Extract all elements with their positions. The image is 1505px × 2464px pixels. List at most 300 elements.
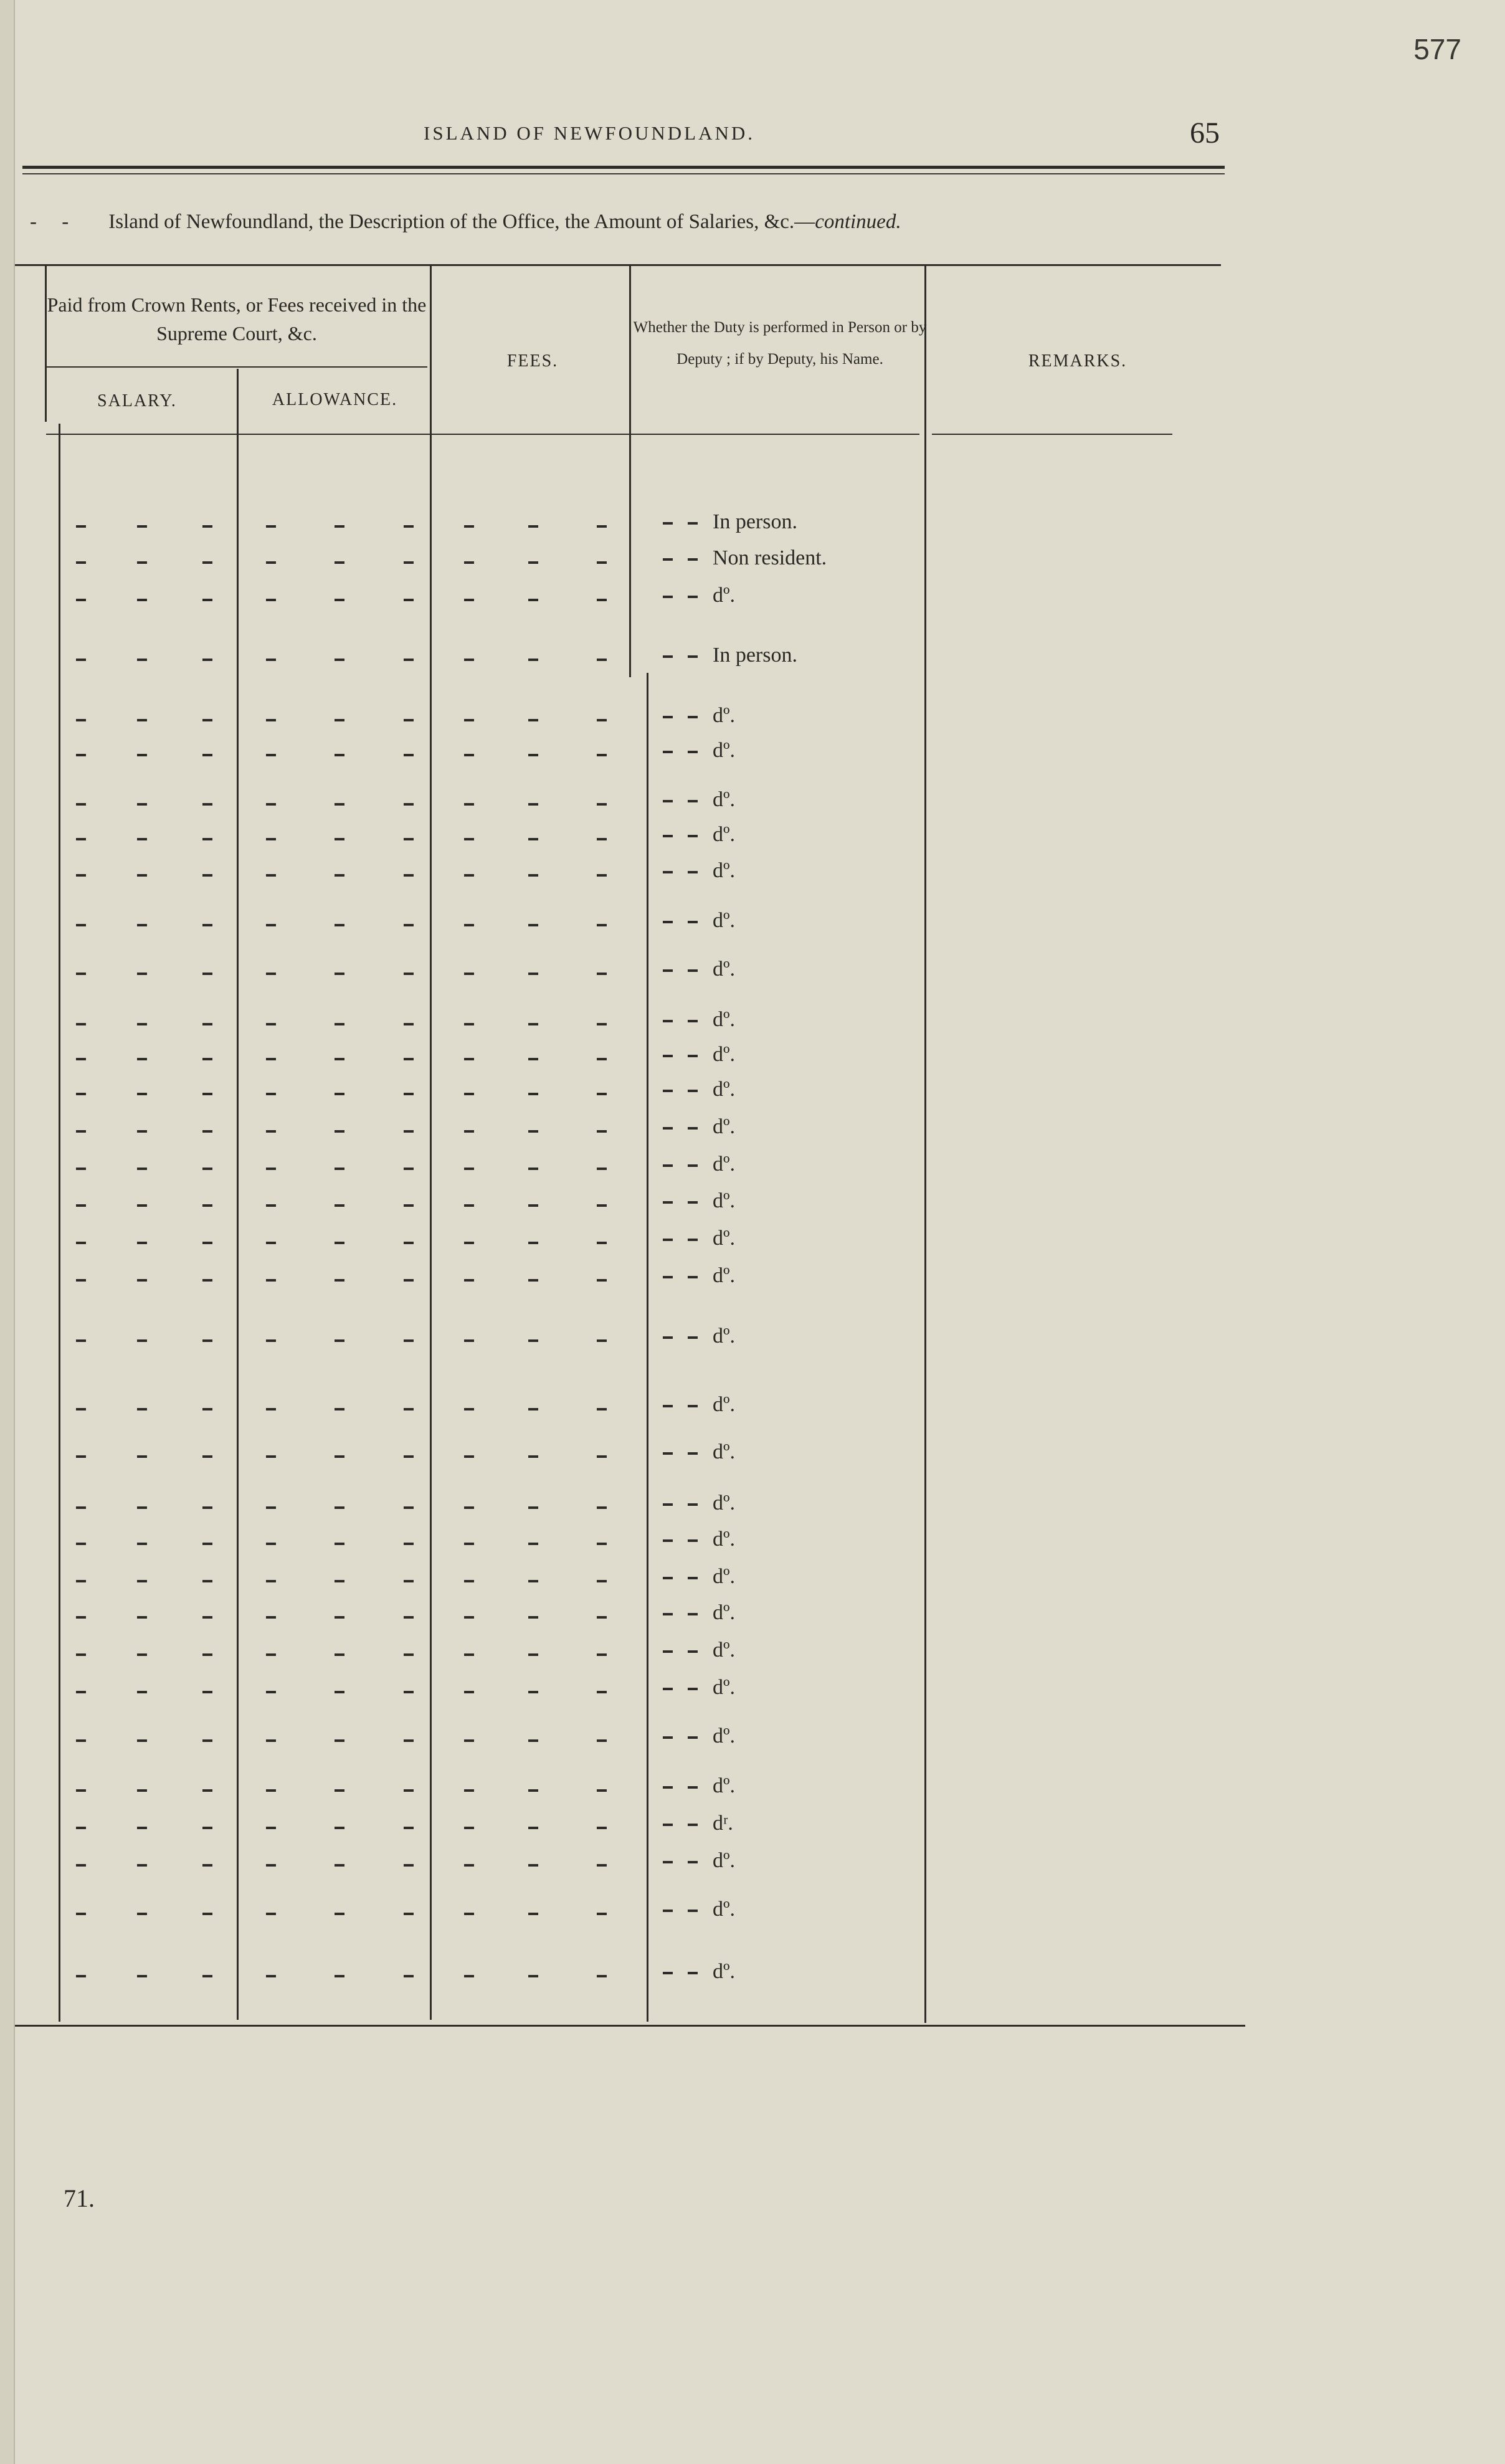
- ditto-dash: [663, 871, 673, 873]
- ditto-dash: [663, 1090, 673, 1092]
- ditto-dash: [464, 1023, 474, 1025]
- ditto-dash: [202, 1279, 212, 1282]
- ditto-dash: [688, 1452, 698, 1455]
- table-row: [0, 1849, 1505, 1889]
- ditto-dash: [202, 1789, 212, 1792]
- ditto-dash: [266, 1168, 276, 1170]
- ditto-dash: [137, 1864, 147, 1867]
- ditto-dash: [597, 719, 607, 721]
- duty-text: dº.: [713, 1898, 736, 1921]
- ditto-dash: [76, 838, 86, 840]
- duty-cell: [663, 788, 735, 812]
- ditto-dash: [335, 1580, 344, 1582]
- ditto-dash: [663, 800, 673, 802]
- ditto-dash: [266, 874, 276, 877]
- table-row: [0, 584, 1505, 624]
- duty-text: dº.: [713, 739, 736, 762]
- ditto-dash: [663, 1650, 673, 1653]
- ditto-dash: [76, 1168, 86, 1170]
- ditto-dash: [597, 1168, 607, 1170]
- duty-text: dº.: [713, 823, 736, 846]
- table-row: [0, 823, 1505, 863]
- ditto-dash: [597, 1691, 607, 1693]
- ditto-dash: [464, 803, 474, 806]
- ditto-dash: [266, 1204, 276, 1207]
- ditto-dash: [76, 1455, 86, 1458]
- ditto-dash: [663, 921, 673, 923]
- duty-cell: [663, 510, 797, 534]
- duty-text: dº.: [713, 788, 736, 811]
- duty-cell: [663, 1960, 735, 1984]
- ditto-dash: [464, 1864, 474, 1867]
- ditto-dash: [663, 1577, 673, 1579]
- ditto-dash: [202, 1739, 212, 1742]
- ditto-dash: [266, 1691, 276, 1693]
- ditto-dash: [76, 754, 86, 756]
- ditto-dash: [202, 1506, 212, 1509]
- ditto-dash: [404, 561, 414, 564]
- table-row: [0, 1043, 1505, 1083]
- ditto-dash: [137, 1455, 147, 1458]
- ditto-dash: [76, 924, 86, 926]
- ditto-dash: [597, 1242, 607, 1244]
- ditto-dash: [688, 1824, 698, 1826]
- ditto-dash: [688, 1910, 698, 1912]
- ditto-dash: [266, 1093, 276, 1095]
- ditto-dash: [404, 1739, 414, 1742]
- duty-cell: [663, 1724, 735, 1748]
- ditto-dash: [663, 1276, 673, 1278]
- ditto-dash: [528, 1580, 538, 1582]
- ditto-dash: [76, 1975, 86, 1977]
- ditto-dash: [202, 1093, 212, 1095]
- table-bottom-rule: [15, 2025, 1245, 2027]
- ditto-dash: [137, 973, 147, 975]
- ditto-dash: [137, 1339, 147, 1342]
- ditto-dash: [266, 1023, 276, 1025]
- ditto-dash: [137, 1130, 147, 1133]
- ditto-dash: [464, 1827, 474, 1829]
- duty-text: dº.: [713, 1639, 736, 1662]
- ditto-dash: [266, 561, 276, 564]
- ditto-dash: [663, 1239, 673, 1241]
- ditto-dash: [404, 803, 414, 806]
- ditto-dash: [137, 924, 147, 926]
- table-row: [0, 1325, 1505, 1364]
- ditto-dash: [76, 1408, 86, 1410]
- ditto-dash: [266, 1827, 276, 1829]
- ditto-dash: [202, 1242, 212, 1244]
- ditto-dash: [137, 525, 147, 528]
- ditto-dash: [528, 1506, 538, 1509]
- duty-cell: [663, 1601, 735, 1625]
- ditto-dash: [137, 1023, 147, 1025]
- ditto-dash: [688, 835, 698, 837]
- ditto-dash: [335, 874, 344, 877]
- ditto-dash: [663, 1972, 673, 1974]
- ditto-dash: [464, 1242, 474, 1244]
- ditto-dash: [137, 1506, 147, 1509]
- ditto-dash: [597, 659, 607, 661]
- duty-cell: [663, 546, 827, 570]
- ditto-dash: [137, 754, 147, 756]
- ditto-dash: [202, 1339, 212, 1342]
- ditto-dash: [688, 800, 698, 802]
- ditto-dash: [266, 719, 276, 721]
- ditto-dash: [528, 561, 538, 564]
- ditto-dash: [202, 1204, 212, 1207]
- ditto-dash: [528, 838, 538, 840]
- ditto-dash: [335, 1130, 344, 1133]
- ditto-dash: [202, 1580, 212, 1582]
- ditto-dash: [663, 1164, 673, 1167]
- table-row: [0, 859, 1505, 899]
- ditto-dash: [335, 1789, 344, 1792]
- ditto-dash: [404, 1864, 414, 1867]
- ditto-dash: [137, 1653, 147, 1656]
- ditto-dash: [688, 1055, 698, 1057]
- ditto-dash: [202, 838, 212, 840]
- ditto-dash: [597, 561, 607, 564]
- ditto-dash: [266, 659, 276, 661]
- duty-cell: [663, 1325, 735, 1348]
- ditto-dash: [597, 924, 607, 926]
- ditto-dash: [76, 1279, 86, 1282]
- duty-cell: [663, 1849, 735, 1873]
- table-row: [0, 958, 1505, 997]
- ditto-dash: [335, 599, 344, 601]
- ditto-dash: [202, 599, 212, 601]
- ditto-dash: [404, 1093, 414, 1095]
- ditto-dash: [266, 1864, 276, 1867]
- ditto-dash: [597, 1204, 607, 1207]
- duty-text: dº.: [713, 1849, 736, 1872]
- ditto-dash: [76, 1864, 86, 1867]
- duty-text: dº.: [713, 1601, 736, 1624]
- signature-mark: 71.: [64, 2184, 95, 2212]
- ditto-dash: [266, 1408, 276, 1410]
- ditto-dash: [202, 1023, 212, 1025]
- ditto-dash: [202, 924, 212, 926]
- ditto-dash: [528, 1204, 538, 1207]
- ditto-dash: [76, 1789, 86, 1792]
- ditto-dash: [464, 1580, 474, 1582]
- ditto-dash: [597, 1093, 607, 1095]
- ditto-dash: [137, 1616, 147, 1619]
- ditto-dash: [528, 874, 538, 877]
- ditto-dash: [404, 1279, 414, 1282]
- ditto-dash: [202, 1653, 212, 1656]
- ditto-dash: [202, 1058, 212, 1060]
- ditto-dash: [688, 1613, 698, 1615]
- duty-text: dº.: [713, 1491, 736, 1515]
- ditto-dash: [528, 1242, 538, 1244]
- ditto-dash: [266, 838, 276, 840]
- ditto-dash: [266, 1242, 276, 1244]
- ditto-dash: [137, 838, 147, 840]
- ditto-dash: [688, 655, 698, 658]
- ditto-dash: [464, 1455, 474, 1458]
- ditto-dash: [404, 1058, 414, 1060]
- ditto-dash: [464, 1058, 474, 1060]
- ditto-dash: [663, 1861, 673, 1863]
- ditto-dash: [266, 973, 276, 975]
- ditto-dash: [404, 1543, 414, 1545]
- ditto-dash: [137, 719, 147, 721]
- ditto-dash: [464, 1913, 474, 1915]
- ditto-dash: [202, 659, 212, 661]
- ditto-dash: [137, 1975, 147, 1977]
- ditto-dash: [335, 1653, 344, 1656]
- duty-text: dº.: [713, 1440, 736, 1463]
- duty-cell: [663, 1189, 735, 1213]
- ditto-dash: [688, 1239, 698, 1241]
- ditto-dash: [663, 969, 673, 972]
- ditto-dash: [76, 973, 86, 975]
- ditto-dash: [76, 1023, 86, 1025]
- table-row: [0, 1812, 1505, 1852]
- ditto-dash: [464, 1691, 474, 1693]
- duty-cell: [663, 1565, 735, 1589]
- ditto-dash: [137, 1408, 147, 1410]
- ditto-dash: [202, 874, 212, 877]
- table-row: [0, 1393, 1505, 1433]
- duty-text: dʳ.: [713, 1812, 733, 1835]
- duty-cell: [663, 1078, 735, 1101]
- ditto-dash: [266, 1058, 276, 1060]
- ditto-dash: [404, 924, 414, 926]
- header-bottom-rule: [46, 434, 919, 435]
- ditto-dash: [464, 1739, 474, 1742]
- ditto-dash: [597, 1739, 607, 1742]
- caption-text: Island of Newfoundland, the Description of the Office, the Amount of Salaries, &c.—: [108, 211, 815, 233]
- ditto-dash: [528, 1093, 538, 1095]
- duty-text: dº.: [713, 1724, 736, 1748]
- ditto-dash: [137, 1242, 147, 1244]
- ditto-dash: [76, 803, 86, 806]
- ditto-dash: [528, 719, 538, 721]
- ditto-dash: [76, 1204, 86, 1207]
- ditto-dash: [335, 1339, 344, 1342]
- duty-cell: [663, 1528, 735, 1551]
- table-row: [0, 1639, 1505, 1678]
- duty-text: Non resident.: [713, 546, 827, 569]
- ditto-dash: [335, 1204, 344, 1207]
- ditto-dash: [597, 1580, 607, 1582]
- ditto-dash: [202, 1975, 212, 1977]
- ditto-dash: [597, 1543, 607, 1545]
- ditto-dash: [464, 1279, 474, 1282]
- duty-cell: [663, 859, 735, 883]
- duty-cell: [663, 1008, 735, 1032]
- ditto-dash: [464, 719, 474, 721]
- ditto-dash: [597, 1616, 607, 1619]
- ditto-dash: [335, 719, 344, 721]
- ditto-dash: [76, 1506, 86, 1509]
- duty-cell: [663, 1393, 735, 1417]
- ditto-dash: [528, 1023, 538, 1025]
- ditto-dash: [528, 1130, 538, 1133]
- ditto-dash: [335, 1864, 344, 1867]
- ditto-dash: [464, 874, 474, 877]
- ditto-dash: [404, 659, 414, 661]
- ditto-dash: [76, 719, 86, 721]
- ditto-dash: [137, 874, 147, 877]
- ditto-dash: [335, 1739, 344, 1742]
- ditto-dash: [688, 1503, 698, 1506]
- ditto-dash: [688, 558, 698, 561]
- ditto-dash: [76, 659, 86, 661]
- ditto-dash: [202, 1864, 212, 1867]
- ditto-dash: [137, 1204, 147, 1207]
- ditto-dash: [76, 874, 86, 877]
- ditto-dash: [266, 1913, 276, 1915]
- ditto-dash: [663, 716, 673, 718]
- ditto-dash: [464, 838, 474, 840]
- ditto-dash: [528, 1455, 538, 1458]
- ditto-dash: [663, 558, 673, 561]
- ditto-dash: [76, 1653, 86, 1656]
- ditto-dash: [663, 596, 673, 598]
- ditto-dash: [404, 1506, 414, 1509]
- ditto-dash: [335, 1058, 344, 1060]
- ditto-dash: [335, 659, 344, 661]
- ditto-dash: [404, 874, 414, 877]
- table-row: [0, 1227, 1505, 1267]
- table-row: [0, 1078, 1505, 1118]
- ditto-dash: [335, 1093, 344, 1095]
- ditto-dash: [663, 1786, 673, 1789]
- duty-text: dº.: [713, 1960, 736, 1983]
- table-row: [0, 1601, 1505, 1641]
- ditto-dash: [528, 1913, 538, 1915]
- ditto-dash: [528, 525, 538, 528]
- ditto-dash: [76, 1580, 86, 1582]
- ditto-dash: [663, 1020, 673, 1022]
- header-rule-thin: [22, 173, 1225, 174]
- ditto-dash: [528, 1691, 538, 1693]
- ditto-dash: [266, 924, 276, 926]
- duty-cell: [663, 1440, 735, 1464]
- table-row: [0, 1440, 1505, 1480]
- ditto-dash: [464, 973, 474, 975]
- ditto-dash: [528, 1864, 538, 1867]
- ditto-dash: [137, 1580, 147, 1582]
- duty-text: dº.: [713, 1565, 736, 1588]
- ditto-dash: [663, 1910, 673, 1912]
- table-row: [0, 1153, 1505, 1192]
- ditto-dash: [688, 1336, 698, 1339]
- ditto-dash: [688, 1736, 698, 1739]
- ditto-dash: [528, 1543, 538, 1545]
- ditto-dash: [404, 1168, 414, 1170]
- table-row: [0, 1115, 1505, 1155]
- duty-text: dº.: [713, 1189, 736, 1212]
- duty-cell: [663, 823, 735, 847]
- crown-rents-header: Paid from Crown Rents, or Fees received in the Supreme Court, &c.: [47, 293, 427, 345]
- ditto-dash: [404, 719, 414, 721]
- ditto-dash: [464, 1506, 474, 1509]
- table-row: [0, 909, 1505, 949]
- table-row: [0, 1898, 1505, 1938]
- ditto-dash: [404, 1023, 414, 1025]
- duty-cell: [663, 909, 735, 933]
- duty-cell: [663, 584, 735, 607]
- duty-cell: [663, 1676, 735, 1700]
- ditto-dash: [76, 1242, 86, 1244]
- duty-text: dº.: [713, 1043, 736, 1066]
- ditto-dash: [688, 1127, 698, 1130]
- ditto-dash: [266, 1543, 276, 1545]
- running-head: ISLAND OF NEWFOUNDLAND.: [424, 122, 756, 144]
- allowance-header: ALLOWANCE.: [272, 390, 398, 409]
- ditto-dash: [404, 525, 414, 528]
- ditto-dash: [202, 1543, 212, 1545]
- ditto-dash: [464, 1653, 474, 1656]
- ditto-dash: [137, 659, 147, 661]
- ditto-dash: [404, 754, 414, 756]
- ditto-dash: [404, 1653, 414, 1656]
- ditto-dash: [404, 1691, 414, 1693]
- ditto-dash: [464, 1789, 474, 1792]
- ditto-dash: [688, 1201, 698, 1204]
- ditto-dash: [137, 1913, 147, 1915]
- table-row: [0, 644, 1505, 683]
- ditto-dash: [335, 1279, 344, 1282]
- ditto-dash: [688, 596, 698, 598]
- ditto-dash: [464, 1975, 474, 1977]
- ditto-dash: [202, 973, 212, 975]
- ditto-dash: [688, 1405, 698, 1407]
- ditto-dash: [404, 1616, 414, 1619]
- ditto-dash: [528, 1616, 538, 1619]
- ditto-dash: [688, 716, 698, 718]
- ditto-dash: [335, 525, 344, 528]
- ditto-dash: [76, 525, 86, 528]
- ditto-dash: [335, 1242, 344, 1244]
- ditto-dash: [335, 561, 344, 564]
- salary-header: SALARY.: [97, 391, 177, 411]
- ditto-dash: [688, 1020, 698, 1022]
- ditto-dash: [688, 1090, 698, 1092]
- duty-text: dº.: [713, 1774, 736, 1797]
- ditto-dash: [688, 1577, 698, 1579]
- ditto-dash: [663, 1688, 673, 1690]
- ditto-dash: [266, 1506, 276, 1509]
- ditto-dash: [597, 1408, 607, 1410]
- ditto-dash: [137, 1739, 147, 1742]
- ditto-dash: [335, 1827, 344, 1829]
- ditto-dash: [137, 561, 147, 564]
- ditto-dash: [597, 803, 607, 806]
- duty-text: dº.: [713, 1676, 736, 1699]
- ditto-dash: [335, 1543, 344, 1545]
- ditto-dash: [528, 1058, 538, 1060]
- ditto-dash: [688, 1650, 698, 1653]
- ditto-dash: [688, 1861, 698, 1863]
- table-row: [0, 546, 1505, 586]
- ditto-dash: [266, 525, 276, 528]
- ditto-dash: [335, 838, 344, 840]
- ditto-dash: [663, 1127, 673, 1130]
- duty-cell: [663, 704, 735, 728]
- ditto-dash: [202, 1913, 212, 1915]
- caption-continued: continued.: [815, 211, 901, 233]
- duty-text: In person.: [713, 510, 797, 533]
- ditto-dash: [404, 838, 414, 840]
- ditto-dash: [202, 719, 212, 721]
- ditto-dash: [528, 1653, 538, 1656]
